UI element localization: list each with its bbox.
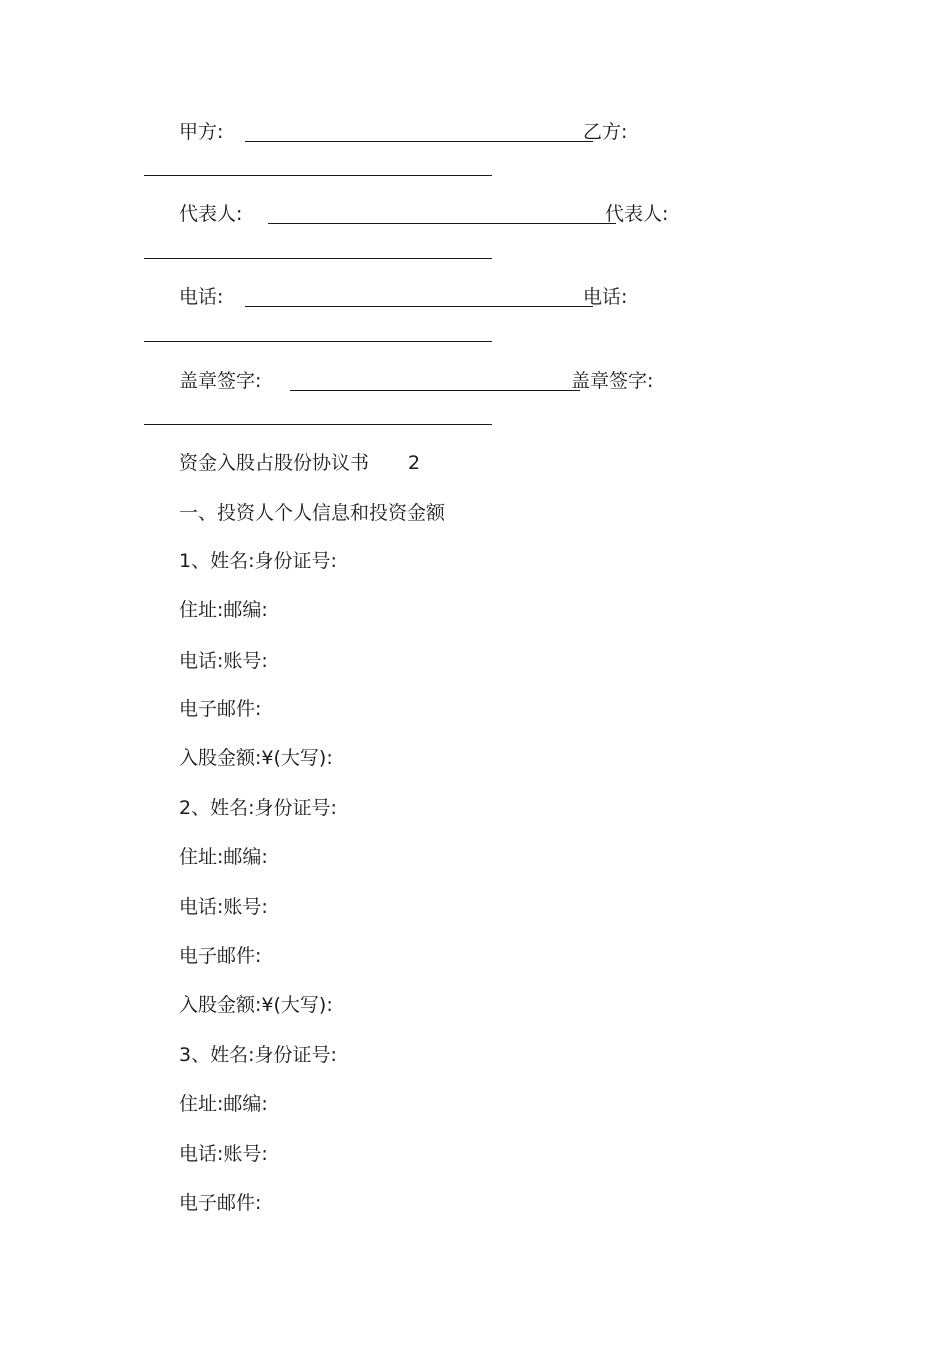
seal-b-label: 盖章签字: bbox=[571, 370, 654, 392]
seal-a-underline bbox=[290, 390, 580, 391]
investor-phone-line: 电话:账号: bbox=[179, 650, 268, 672]
document-title-number: 2 bbox=[408, 452, 421, 474]
investor-email-line: 电子邮件: bbox=[179, 698, 262, 720]
party-b-underline bbox=[144, 175, 492, 176]
document-title: 资金入股占股份协议书 bbox=[179, 452, 370, 474]
investor-address-line: 住址:邮编: bbox=[179, 1093, 268, 1115]
investor-name-line: 3、姓名:身份证号: bbox=[179, 1044, 337, 1066]
investor-amount-line: 入股金额:¥(大写): bbox=[179, 747, 333, 769]
investor-amount-line: 入股金额:¥(大写): bbox=[179, 994, 333, 1016]
investor-address-line: 住址:邮编: bbox=[179, 599, 268, 621]
investor-name-line: 2、姓名:身份证号: bbox=[179, 797, 337, 819]
party-a-label: 甲方: bbox=[179, 121, 224, 143]
investor-email-line: 电子邮件: bbox=[179, 945, 262, 967]
investor-name-line: 1、姓名:身份证号: bbox=[179, 550, 337, 572]
party-b-label: 乙方: bbox=[583, 121, 628, 143]
rep-a-underline bbox=[268, 223, 616, 224]
rep-b-underline bbox=[144, 258, 492, 259]
investor-address-line: 住址:邮编: bbox=[179, 846, 268, 868]
rep-a-label: 代表人: bbox=[179, 203, 243, 225]
investor-email-line: 电子邮件: bbox=[179, 1192, 262, 1214]
phone-b-label: 电话: bbox=[583, 286, 628, 308]
investor-phone-line: 电话:账号: bbox=[179, 1143, 268, 1165]
seal-a-label: 盖章签字: bbox=[179, 370, 262, 392]
section-heading: 一、投资人个人信息和投资金额 bbox=[179, 502, 446, 524]
phone-a-underline bbox=[245, 306, 593, 307]
phone-b-underline bbox=[144, 341, 492, 342]
party-a-underline bbox=[245, 141, 593, 142]
rep-b-label: 代表人: bbox=[605, 203, 669, 225]
phone-a-label: 电话: bbox=[179, 286, 224, 308]
investor-phone-line: 电话:账号: bbox=[179, 896, 268, 918]
seal-b-underline bbox=[144, 424, 492, 425]
